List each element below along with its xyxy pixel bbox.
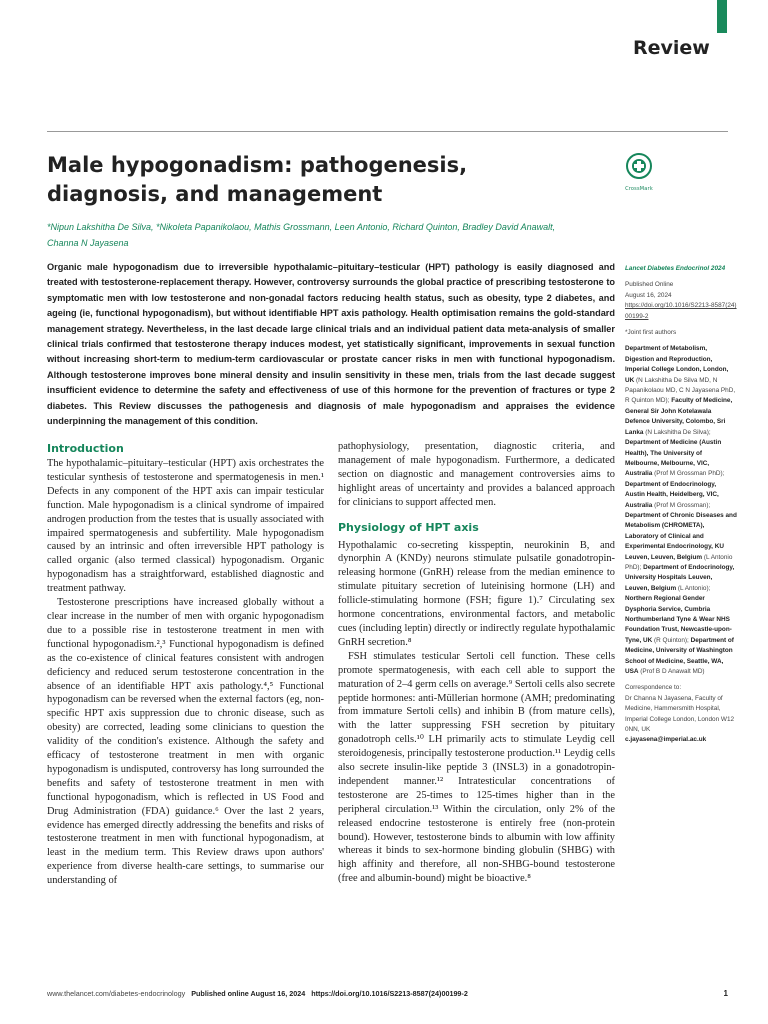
body-column-left [47, 440, 324, 888]
physiology-paragraph-2: FSH stimulates testicular Sertoli cell function. These cells promote spermatogenesis, with each cell able to support the maturation of 2–4 germ cells on average.⁹ Sertoli cells also secrete peptide hormones: anti-Müllerian hormone (AMH; predominating from immature Sertoli cells) and inhibin B (from mature cells), with the latter suppressing FSH secretion by pituitary gonadotroph cells.¹⁰ LH primarily acts to stimulate Leydig cell steroidogenesis, principally testosterone production.¹¹ Leydig cells also secrete insulin-like peptide 3 (INSL3) in a gonadotropin-independent manner.¹² Intratesticular concentrations of testosterone are 25-times to 125-times higher than in the peripheral circulation.¹³ Within the circulation, only 2% of the released endocrine testosterone is entirely free (non-protein bound). However, testosterone binds to albumin with low affinity whereas it binds to sex-hormone binding globulin (SHBG) with high affinity and therefore, all non-SHBG-bound testosterone (free and albumin-bound) might be bioactive.⁸ [338, 650, 615, 885]
page-footer [47, 989, 728, 998]
abstract: Organic male hypogonadism due to irreversible hypothalamic–pituitary–testicular (HPT) pathology is easily diagnosed and treated with testosterone-replacement therapy. However, controversy surrounds the global practice of prescribing testosterone to symptomatic men with low testosterone and non-gonadal factors reducing health status, such as obesity, type 2 diabetes, and ageing (ie, functional hypogonadism), but without identifiable HPT axis pathology. Health optimisation remains the gold-standard management strategy. Nevertheless, in the last decade large clinical trials and an individual patient data meta-analysis of smaller clinical trials confirmed that testosterone therapy induces modest, yet statistically significant, improvements in sexual function without increasing short-term to medium-term cardiovascular or prostate cancer risks in men with functional hypogonadism. Although testosterone improves bone mineral density and insulin sensitivity in these men, trials from the last decade suggest insufficient evidence to determine the safety and effectiveness of use of this hormone for the prevention of fractures or type 2 diabetes. This Review discusses the pathogenesis and diagnosis of male hypogonadism and appraises the evidence underpinning the management of this condition. [47, 262, 615, 427]
published-online-label: Published Online [625, 281, 674, 289]
section-label: Review [633, 37, 710, 59]
affiliation-name: Department of Medicine, University of Washington School of Medicine, Seattle, WA, USA [625, 636, 734, 676]
affiliation-name: Northern Regional Gender Dysphoria Service, Cumbria Northumberland Tyne & Wear NHS Foundation Trust, Newcastle-upon-Tyne, UK [625, 595, 732, 644]
affiliation-name: Department of Endocrinology, University Hospitals Leuven, Leuven, Belgium [625, 563, 735, 592]
affiliation-people: (N Lakshitha De Silva); [645, 428, 711, 436]
affiliations [625, 344, 737, 677]
page-number: 1 [723, 989, 728, 998]
affiliation-name: Faculty of Medicine, General Sir John Kotelawala Defence University, Colombo, Sri Lanka [625, 397, 733, 436]
doi-link[interactable]: https://doi.org/10.1016/S2213-8587(24)00199-2 [625, 302, 737, 320]
author-list: *Nipun Lakshitha De Silva, *Nikoleta Papanikolaou, Mathis Grossmann, Leen Antonio, Richard Quinton, Bradley David Anawalt, Channa N Jayasena [47, 222, 556, 248]
header-rule [47, 131, 728, 132]
article-title: Male hypogonadism: pathogenesis, diagnosis, and management [47, 153, 468, 206]
introduction-paragraph-2: Testosterone prescriptions have increased globally without a clear increase in the number of men with organic hypogonadism due to a possible rise in testosterone treatment in men with functional hypogonadism.²,³ Functional hypogonadism is defined as the co-existence of clinical features consistent with androgen deficiency and reduced serum testosterone concentration in the absence of an identifiable HPT axis pathology.⁴,⁵ Functional hypogonadism can be reversed when the external factors (eg, non-specific HPT axis suppression due to chronic disease, such as obesity) are corrected, leading some clinicians to question the validity of the condition's existence. Although the safety and efficacy of testosterone treatment in men with organic hypogonadism is undisputed, controversy has long surrounded the benefits and safety of testosterone treatment in men with functional hypogonadism, which is reflected in US Food and Drug Administration (FDA) guidance.⁶ Over the last 2 years, evidence has emerged directly addressing the benefits and risks of testosterone treatment in men with functional hypogonadism, at least in the medium term. This Review draws upon authors' experience from diverse health-care settings, to summarise our understanding of [47, 597, 324, 887]
joint-authors-note: *Joint first authors [625, 329, 677, 337]
footer-doi[interactable]: https://doi.org/10.1016/S2213-8587(24)00199-2 [311, 989, 468, 998]
affiliation-people: (Prof M Grossman); [654, 501, 711, 509]
affiliation-people: (R Quinton); [654, 636, 689, 644]
affiliation-name: Department of Chronic Diseases and Metabolism (CHROMETA), Laboratory of Clinical and Experimental Endocrinology, KU Leuven, Leuven, Belgium [625, 511, 737, 561]
crossmark-badge[interactable] [623, 153, 655, 193]
crossmark-icon [626, 153, 652, 181]
correspondence-address: Dr Channa N Jayasena, Faculty of Medicine, Hammersmith Hospital, Imperial College London, London W12 0NN, UK [625, 694, 735, 734]
correspondence [625, 683, 737, 745]
affiliation-people: (L Antonio); [677, 584, 711, 592]
introduction-heading: Introduction [47, 442, 124, 455]
affiliation-name: Department of Medicine (Austin Health), The University of Melbourne, Melbourne, VIC, Australia [625, 439, 722, 478]
footer-url[interactable]: www.thelancet.com/diabetes-endocrinology [47, 989, 186, 998]
physiology-heading: Physiology of HPT axis [338, 520, 479, 534]
published-date: August 16, 2024 [625, 291, 672, 299]
journal-citation: Lancet Diabetes Endocrinol 2024 [625, 265, 726, 272]
affiliation-name: Department of Metabolism, Digestion and Reproduction, Imperial College London, London, UK [625, 345, 729, 384]
footer-published: Published online August 16, 2024 [191, 989, 306, 998]
affiliation-people: (Prof M Grossman PhD); [654, 470, 725, 478]
affiliation-people: (Prof B D Anawalt MD) [640, 668, 705, 676]
body-column-right [338, 440, 615, 886]
affiliation-name: Department of Endocrinology, Austin Health, Heidelberg, VIC, Australia [625, 480, 719, 509]
correspondence-email[interactable]: c.jayasena@imperial.ac.uk [625, 736, 707, 744]
correspondence-label: Correspondence to: [625, 684, 682, 692]
introduction-paragraph-3: pathophysiology, presentation, diagnostic criteria, and management of male hypogonadism. Furthermore, a dedicated section on diagnostic and management controversies aims to highlight areas of uncertainty and provides a balanced approach for clinicians to support affected men. [338, 441, 615, 508]
affiliation-people: (N Lakshitha De Silva MD, N Papanikolaou MD, C N Jayasena PhD, R Quinton MD); [625, 376, 736, 405]
journal-color-bar [717, 0, 727, 33]
physiology-paragraph-1: Hypothalamic co-secreting kisspeptin, neurokinin B, and dynorphin A (KNDy) neurons stimulate pulsatile gonadotropin-releasing hormone (GnRH) release from the median eminence to stimulate pituitary secretion of luteinising hormone (LH) and follicle-stimulating hormone (FSH; figure 1).⁷ Circulating sex hormone concentrations, environmental factors, and metabolic cues (including leptin) directly or indirectly regulate hypothalamic GnRH secretion.⁸ [338, 539, 615, 648]
affiliation-people: (L Antonio PhD); [625, 553, 733, 571]
article-sidebar [625, 264, 737, 752]
crossmark-label: CrossMark [625, 186, 653, 192]
introduction-paragraph-1: The hypothalamic–pituitary–testicular (HPT) axis orchestrates the testicular synthesis of testosterone and spermatogenesis in men.¹ Defects in any component of the HPT axis can impair testicular function. Male hypogonadism is a clinical syndrome of impaired androgen production from the testes that is usually associated with impaired spermatogenesis and subfertility. Male hypogonadism caused by an intrinsic and often irreversible HPT pathology is called organic (also termed classical) hypogonadism. Organic hypogonadism has a straightforward, established diagnostic and treatment pathway. [47, 458, 324, 595]
